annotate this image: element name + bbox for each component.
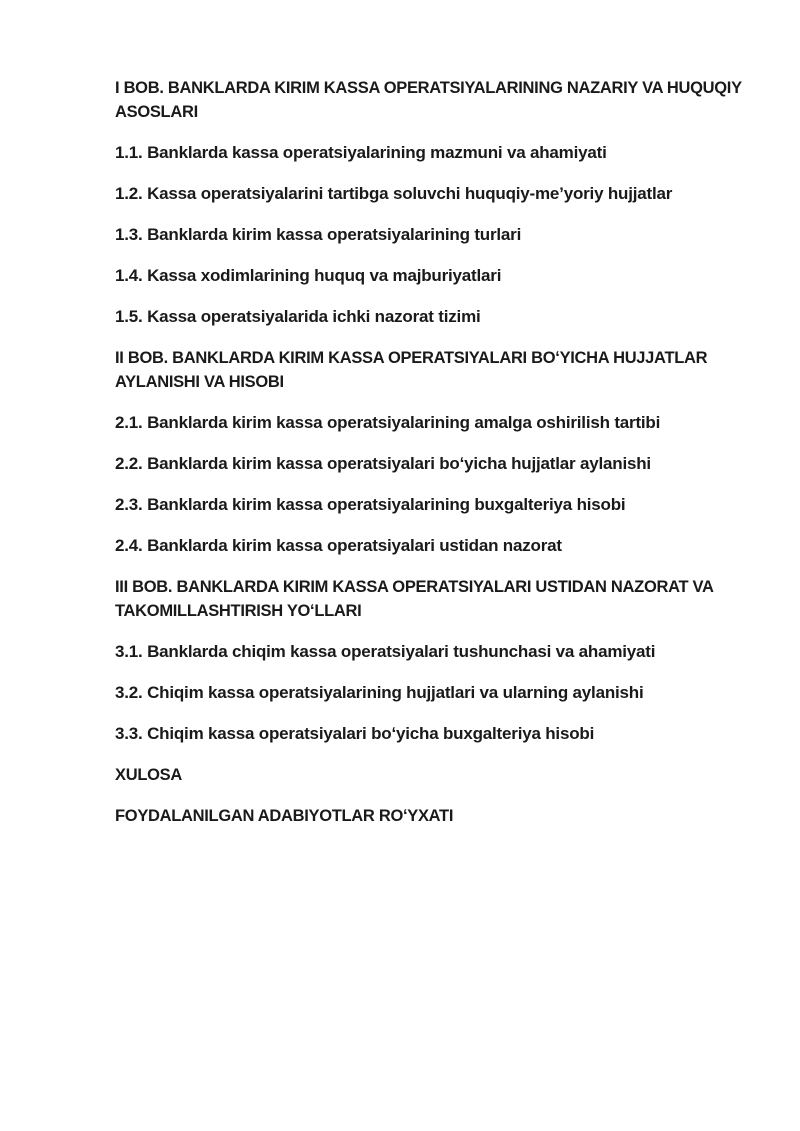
toc-references: FOYDALANILGAN ADABIYOTLAR ROʻYXATI [115, 807, 454, 825]
toc-conclusion: XULOSA [115, 766, 182, 784]
toc-section-3-2: 3.2. Chiqim kassa operatsiyalarining hujjatlari va ularning aylanishi [115, 683, 644, 702]
toc-section-3-1: 3.1. Banklarda chiqim kassa operatsiyalari tushunchasi va ahamiyati [115, 642, 656, 661]
toc-section-2-3: 2.3. Banklarda kirim kassa operatsiyalarining buxgalteriya hisobi [115, 495, 626, 514]
toc-section-1-3: 1.3. Banklarda kirim kassa operatsiyalarining turlari [115, 225, 522, 244]
toc-chapter-3: III BOB. BANKLARDA KIRIM KASSA OPERATSIYALARI USTIDAN NAZORAT VA TAKOMILLASHTIRISH YOʻLLARI [115, 578, 714, 620]
toc-section-1-4: 1.4. Kassa xodimlarining huquq va majburiyatlari [115, 266, 502, 285]
toc-section-2-2: 2.2. Banklarda kirim kassa operatsiyalari boʻyicha hujjatlar aylanishi [115, 454, 651, 473]
toc-chapter-1: I BOB. BANKLARDA KIRIM KASSA OPERATSIYALARINING NAZARIY VA HUQUQIY ASOSLARI [115, 79, 742, 121]
toc-chapter-2: II BOB. BANKLARDA KIRIM KASSA OPERATSIYALARI BOʻYICHA HUJJATLAR AYLANISHI VA HISOBI [115, 349, 708, 391]
toc-section-1-5: 1.5. Kassa operatsiyalarida ichki nazorat tizimi [115, 307, 481, 326]
toc-section-2-4: 2.4. Banklarda kirim kassa operatsiyalari ustidan nazorat [115, 536, 562, 555]
toc-section-1-2: 1.2. Kassa operatsiyalarini tartibga soluvchi huquqiy-me’yoriy hujjatlar [115, 184, 673, 203]
toc-section-1-1: 1.1. Banklarda kassa operatsiyalarining mazmuni va ahamiyati [115, 143, 607, 162]
table-of-contents [115, 76, 755, 845]
toc-section-3-3: 3.3. Chiqim kassa operatsiyalari boʻyicha buxgalteriya hisobi [115, 724, 595, 743]
toc-section-2-1: 2.1. Banklarda kirim kassa operatsiyalarining amalga oshirilish tartibi [115, 413, 661, 432]
